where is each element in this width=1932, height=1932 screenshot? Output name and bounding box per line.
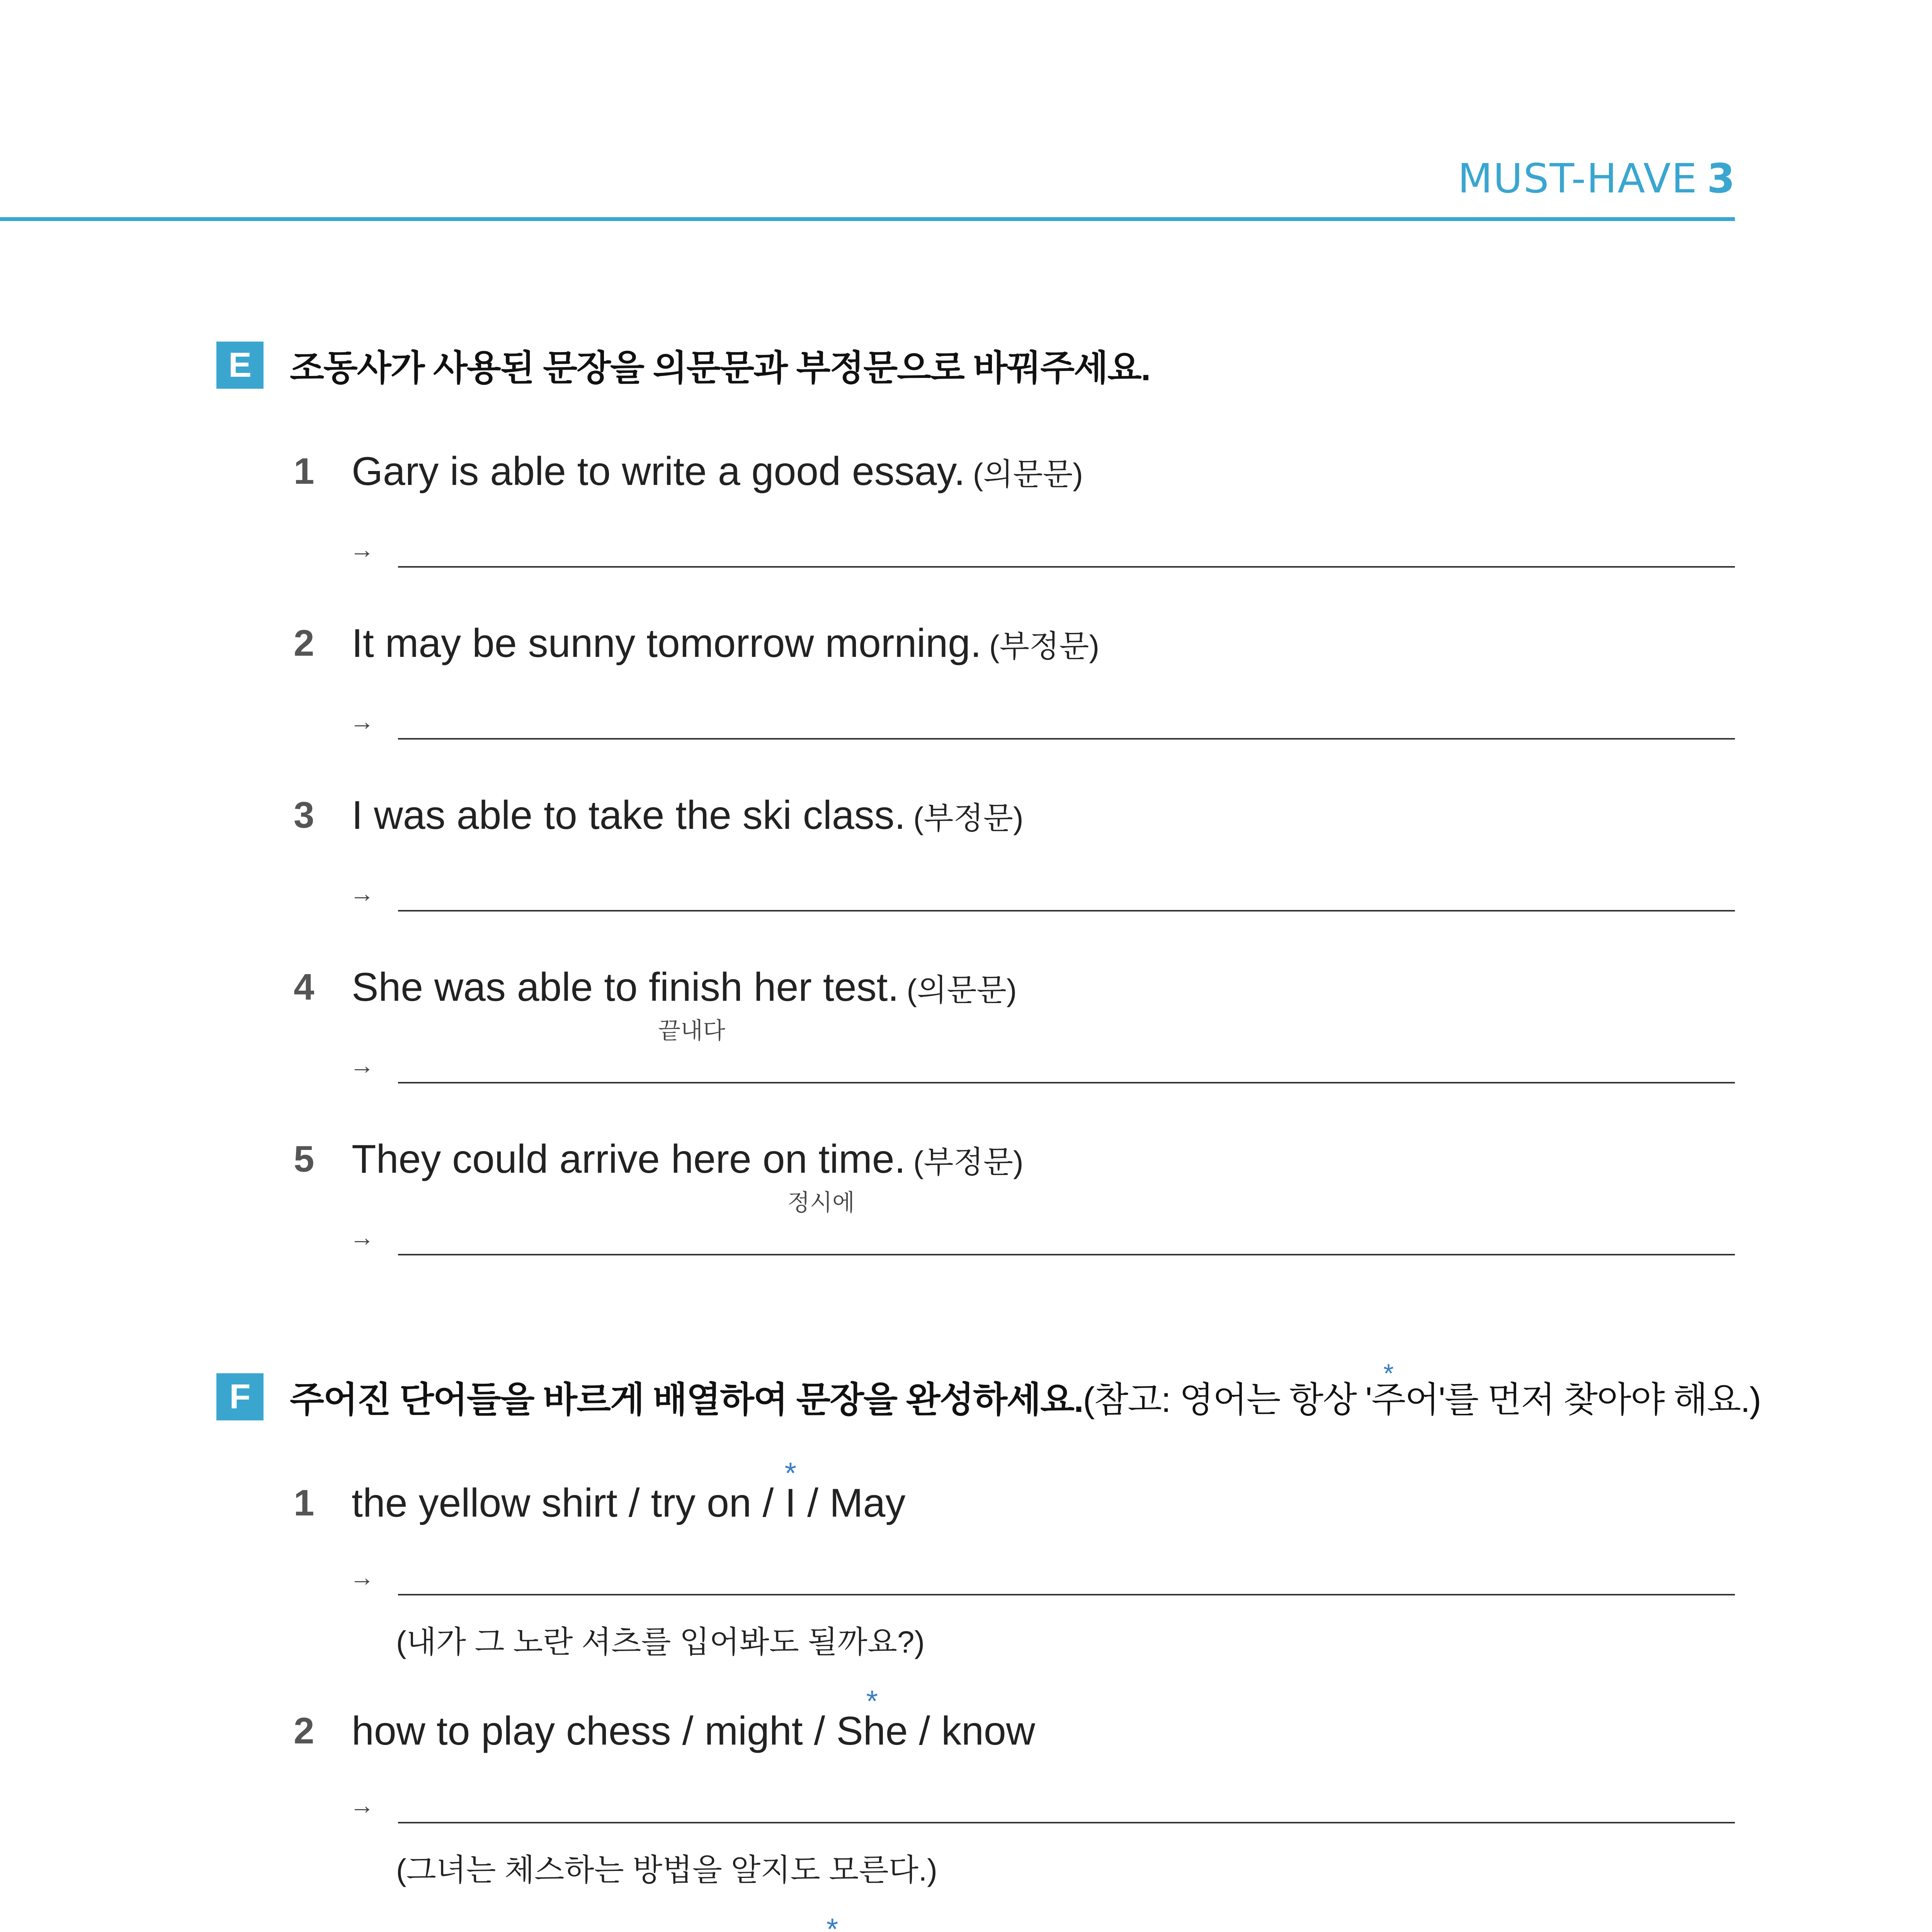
arrow-icon: → bbox=[350, 1223, 374, 1251]
e-answer-line-2[interactable] bbox=[398, 738, 1735, 740]
star-icon: * bbox=[784, 1456, 796, 1490]
arrow-icon: → bbox=[350, 1051, 374, 1079]
f-question-1-subject bbox=[784, 1456, 796, 1526]
section-f-badge: F bbox=[216, 1373, 264, 1420]
header-rule bbox=[0, 217, 1735, 221]
section-e-title: 조동사가 사용된 문장을 의문문과 부정문으로 바꿔주세요. bbox=[290, 349, 1150, 388]
e-question-4-gloss: 끝내다 bbox=[658, 1018, 725, 1044]
f-question-2-subject-text: She bbox=[836, 1708, 908, 1753]
e-question-1-number: 1 bbox=[294, 451, 315, 492]
e-question-4-number: 4 bbox=[294, 966, 315, 1008]
arrow-icon: → bbox=[350, 536, 374, 563]
f-question-1-after: / May bbox=[796, 1480, 906, 1526]
section-f-note-mark-text: 주 bbox=[1371, 1380, 1405, 1420]
f-question-1-subject-text: I bbox=[785, 1480, 796, 1526]
e-question-1-text: Gary is able to write a good essay. bbox=[352, 449, 965, 494]
section-f-note-mark bbox=[1371, 1359, 1405, 1420]
f-question-2-subject bbox=[836, 1684, 908, 1753]
e-question-5-number: 5 bbox=[294, 1138, 315, 1180]
e-question-5 bbox=[294, 1136, 1024, 1182]
e-question-1 bbox=[294, 448, 1083, 495]
star-icon: * bbox=[826, 1912, 838, 1932]
e-question-5-tag: (부정문) bbox=[913, 1145, 1024, 1179]
section-f-note bbox=[1083, 1359, 1761, 1420]
f-question-2-translation: (그녀는 체스하는 방법을 알지도 모른다.) bbox=[396, 1853, 937, 1887]
brand-number: 3 bbox=[1707, 155, 1736, 202]
e-question-4-tag: (의문문) bbox=[906, 973, 1017, 1007]
brand-label: MUST-HAVE bbox=[1458, 155, 1698, 202]
section-e-header bbox=[216, 342, 1150, 388]
e-question-1-tag: (의문문) bbox=[973, 457, 1083, 492]
f-question-2-after: / know bbox=[908, 1708, 1035, 1753]
e-question-3-number: 3 bbox=[294, 794, 315, 836]
e-question-5-text: They could arrive here on time. bbox=[352, 1136, 906, 1182]
e-question-3-text: I was able to take the ski class. bbox=[352, 793, 906, 838]
arrow-icon: → bbox=[350, 1563, 374, 1591]
e-answer-line-3[interactable] bbox=[398, 910, 1735, 912]
f-question-2 bbox=[294, 1684, 1035, 1754]
f-answer-line-2[interactable] bbox=[398, 1822, 1735, 1823]
section-f-header bbox=[216, 1359, 1761, 1420]
star-icon: * bbox=[866, 1684, 878, 1718]
section-f-title bbox=[290, 1359, 1761, 1422]
e-question-3 bbox=[294, 792, 1024, 838]
e-question-2 bbox=[294, 620, 1099, 667]
section-f-title-text: 주어진 단어들을 바르게 배열하여 문장을 완성하세요. bbox=[290, 1380, 1083, 1420]
f-question-2-number: 2 bbox=[294, 1710, 315, 1752]
f-question-1-text bbox=[352, 1456, 906, 1526]
section-f-note-after: 어'를 먼저 찾아야 해요.) bbox=[1405, 1380, 1761, 1420]
e-question-2-text: It may be sunny tomorrow morning. bbox=[352, 621, 981, 666]
f-question-1-translation: (내가 그 노란 셔츠를 입어봐도 될까요?) bbox=[396, 1625, 925, 1659]
e-answer-line-1[interactable] bbox=[398, 566, 1735, 568]
e-question-3-tag: (부정문) bbox=[913, 801, 1024, 835]
e-question-2-number: 2 bbox=[294, 622, 315, 664]
f-answer-line-1[interactable] bbox=[398, 1594, 1735, 1595]
arrow-icon: → bbox=[350, 879, 374, 907]
e-question-2-tag: (부정문) bbox=[989, 629, 1100, 663]
arrow-icon: → bbox=[350, 707, 374, 735]
f-question-2-text bbox=[352, 1684, 1035, 1754]
e-question-5-gloss: 정시에 bbox=[787, 1190, 855, 1216]
f-question-1-before: the yellow shirt / try on / bbox=[352, 1480, 785, 1526]
e-question-4-text: She was able to finish her test. bbox=[352, 964, 899, 1010]
star-icon: * bbox=[1383, 1359, 1393, 1389]
arrow-icon: → bbox=[350, 1791, 374, 1819]
f-question-2-before: how to play chess / might / bbox=[352, 1708, 837, 1753]
e-question-4 bbox=[294, 964, 1017, 1010]
section-f-note-before: (참고: 영어는 항상 ' bbox=[1083, 1380, 1372, 1420]
f-question-1-number: 1 bbox=[294, 1482, 315, 1524]
e-answer-line-5[interactable] bbox=[398, 1254, 1735, 1255]
f-question-1 bbox=[294, 1456, 906, 1526]
brand-title bbox=[1458, 155, 1736, 202]
e-answer-line-4[interactable] bbox=[398, 1082, 1735, 1083]
section-e-badge: E bbox=[216, 342, 264, 389]
